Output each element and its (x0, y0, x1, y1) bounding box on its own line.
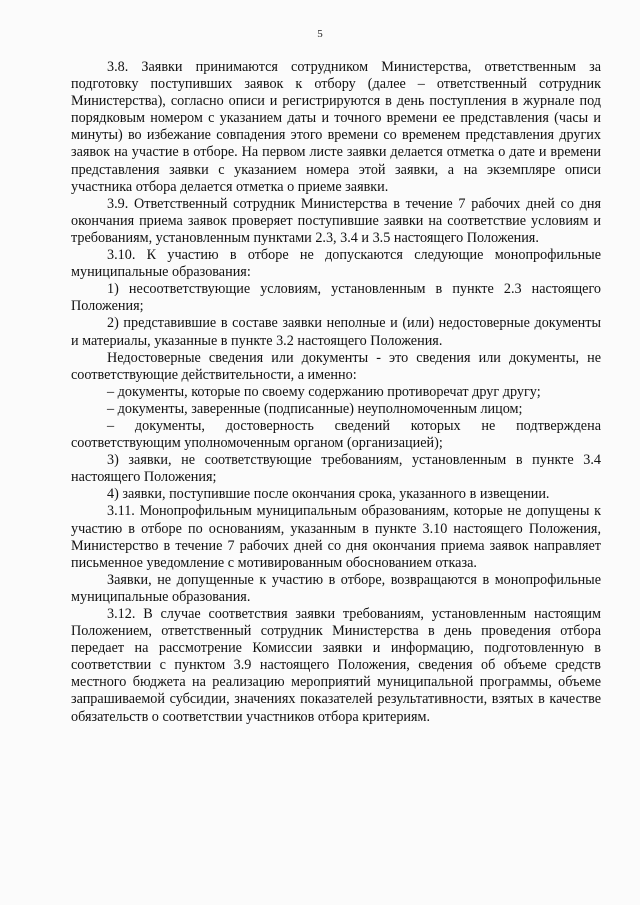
dash-item-2: – документы, заверенные (подписанные) неуполномоченным лицом; (107, 400, 523, 417)
paragraph-3-8: 3.8. Заявки принимаются сотрудником Министерства, ответственным за подготовку поступивших заявок к отбору (далее – ответственный сотрудник Министерства), согласно описи и регистрируются в день поступления в журнале под порядковым номером с указанием даты и точного времени ее представления (часы и минуты) во избежание совпадения этого времени со временем представления других заявок на участие в отборе. На первом листе заявки делается отметка о дате и времени представления заявки с указанием номера этой заявки, а на экземпляре описи участника отбора делается отметка о приеме заявки. (71, 59, 601, 195)
dash-item-3: – документы, достоверность сведений которых не подтверждена соответствующим уполномоченным органом (организацией); (71, 417, 601, 452)
list-item-1: 1) несоответствующие условиям, установленным в пункте 2.3 настоящего Положения; (71, 281, 601, 315)
list-item-3: 3) заявки, не соответствующие требованиям, установленным в пункте 3.4 настоящего Положения; (71, 452, 601, 486)
dash-item-1: – документы, которые по своему содержанию противоречат друг другу; (107, 383, 541, 400)
page-number: 5 (317, 28, 323, 40)
paragraph-3-11: 3.11. Монопрофильным муниципальным образованиям, которые не допущены к участию в отборе по основаниям, указанным в пункте 3.10 настоящего Положения, Министерство в течение 7 рабочих дней со дня окончания приема заявок направляет письменное уведомление с мотивированным обоснованием отказа. (71, 503, 601, 571)
list-item-2: 2) представившие в составе заявки неполные и (или) недостоверные документы и материалы, указанные в пункте 3.2 настоящего Положения. (71, 315, 601, 349)
paragraph-3-10: 3.10. К участию в отборе не допускаются следующие монопрофильные муниципальные образования: (71, 247, 601, 281)
paragraph-3-9: 3.9. Ответственный сотрудник Министерства в течение 7 рабочих дней со дня окончания приема заявок проверяет поступившие заявки на соответствие условиям и требованиям, установленным пунктами 2.3, 3.4 и 3.5 настоящего Положения. (71, 195, 601, 246)
paragraph-unreliable-info: Недостоверные сведения или документы - это сведения или документы, не соответствующие действительности, а именно: (71, 349, 601, 383)
paragraph-returned: Заявки, не допущенные к участию в отборе, возвращаются в монопрофильные муниципальные образования. (71, 571, 601, 605)
paragraph-3-12: 3.12. В случае соответствия заявки требованиям, установленным настоящим Положением, ответственный сотрудник Министерства в день проведения отбора передает на рассмотрение Комиссии заявки и информацию, подготовленную в соответствии с пунктом 3.9 настоящего Положения, сведения об объеме средств местного бюджета на реализацию мероприятий муниципальной программы, объеме запрашиваемой субсидии, значениях показателей результативности, взятых в качестве обязательств о соответствии участников отбора критериям. (71, 606, 601, 725)
document-body (71, 59, 601, 726)
list-item-4: 4) заявки, поступившие после окончания срока, указанного в извещении. (107, 486, 550, 503)
